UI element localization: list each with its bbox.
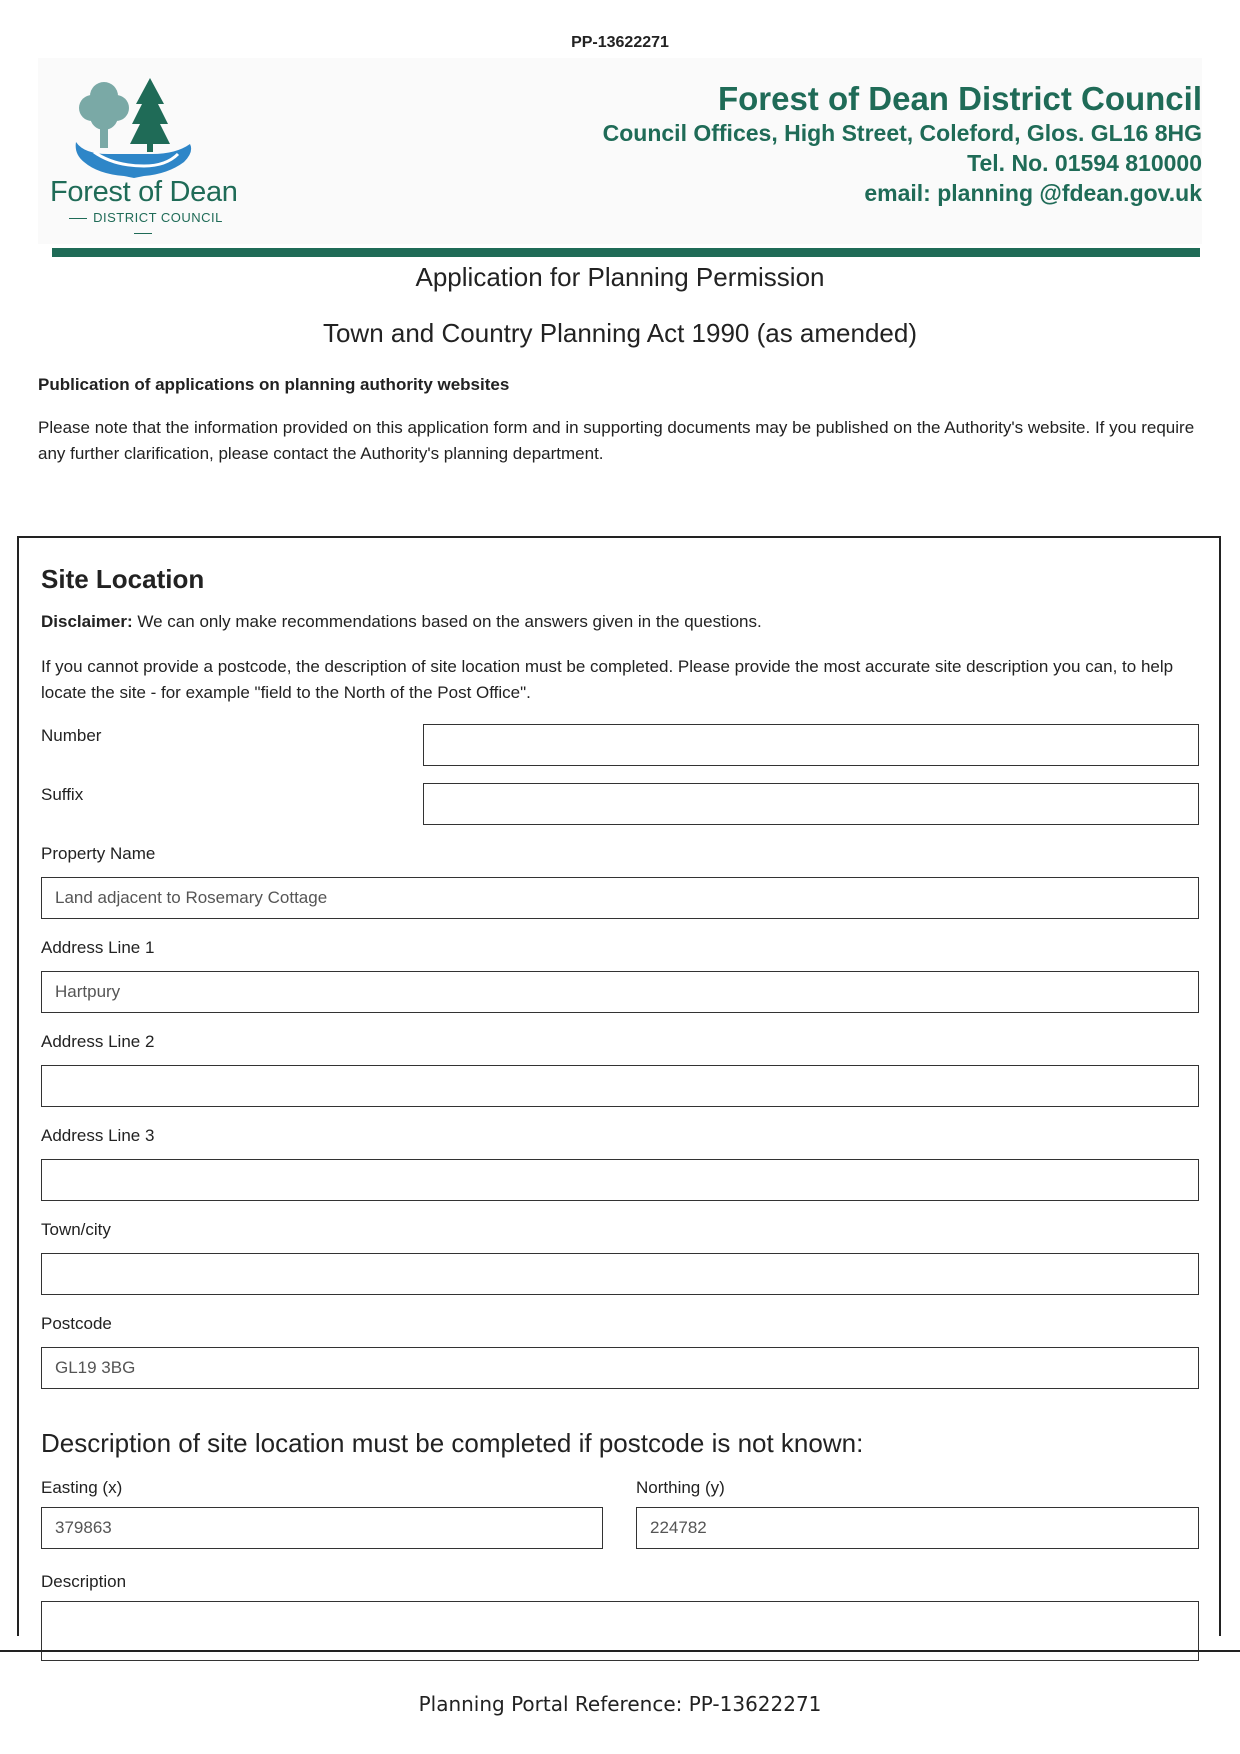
description-heading: Description of site location must be completed if postcode is not known: xyxy=(41,1428,864,1458)
suffix-input[interactable] xyxy=(423,783,1199,825)
town-city-input[interactable] xyxy=(41,1253,1199,1295)
council-name: Forest of Dean District Council xyxy=(717,80,1202,117)
property-name-label: Property Name xyxy=(41,844,156,863)
act-title: Town and Country Planning Act 1990 (as amended) xyxy=(322,318,918,348)
site-location-section xyxy=(17,536,1221,1636)
address-line-1-label: Address Line 1 xyxy=(41,938,155,957)
address-line-2-label: Address Line 2 xyxy=(41,1032,155,1051)
suffix-label: Suffix xyxy=(41,785,84,804)
number-input[interactable] xyxy=(423,724,1199,766)
header-divider xyxy=(52,248,1200,257)
town-city-label: Town/city xyxy=(41,1220,111,1239)
council-address: Council Offices, High Street, Coleford, Glos. GL16 8HG xyxy=(602,120,1202,146)
address-line-3-label: Address Line 3 xyxy=(41,1126,155,1145)
publication-text: Please note that the information provided on this application form and in supporting documents may be published on the Authority's website. If you require any further clarification, please contact the Authority's planning department. xyxy=(38,418,1195,463)
reference-number: PP-13622271 xyxy=(571,34,669,51)
publication-heading: Publication of applications on planning authority websites xyxy=(38,375,510,394)
page-footer-rule xyxy=(0,1650,1240,1652)
easting-input[interactable] xyxy=(41,1507,603,1549)
logo-wordmark: Forest of Dean xyxy=(50,176,238,208)
description-label: Description xyxy=(41,1572,127,1591)
address-line-1-input[interactable] xyxy=(41,971,1199,1013)
easting-label: Easting (x) xyxy=(41,1478,123,1497)
northing-label: Northing (y) xyxy=(636,1478,725,1497)
description-textarea[interactable] xyxy=(41,1601,1199,1661)
council-contact xyxy=(402,80,1202,208)
postcode-label: Postcode xyxy=(41,1314,112,1333)
council-telephone: Tel. No. 01594 810000 xyxy=(967,150,1202,176)
help-text: If you cannot provide a postcode, the description of site location must be completed. Please provide the most accurate site description you can, to help locate the site - for example "field to the North of the Post Office". xyxy=(41,657,1174,702)
address-line-2-input[interactable] xyxy=(41,1065,1199,1107)
council-email: email: planning @fdean.gov.uk xyxy=(864,180,1202,206)
address-line-3-input[interactable] xyxy=(41,1159,1199,1201)
postcode-input[interactable] xyxy=(41,1347,1199,1389)
logo-subtitle: DISTRICT COUNCIL xyxy=(50,210,236,240)
form-title: Application for Planning Permission xyxy=(415,262,825,292)
property-name-input[interactable] xyxy=(41,877,1199,919)
northing-input[interactable] xyxy=(636,1507,1199,1549)
disclaimer: Disclaimer: We can only make recommendations based on the answers given in the questions. xyxy=(41,612,762,631)
number-label: Number xyxy=(41,726,102,745)
footer-reference: Planning Portal Reference: PP-13622271 xyxy=(418,1692,822,1716)
section-title: Site Location xyxy=(41,564,205,594)
council-banner xyxy=(38,58,1202,244)
